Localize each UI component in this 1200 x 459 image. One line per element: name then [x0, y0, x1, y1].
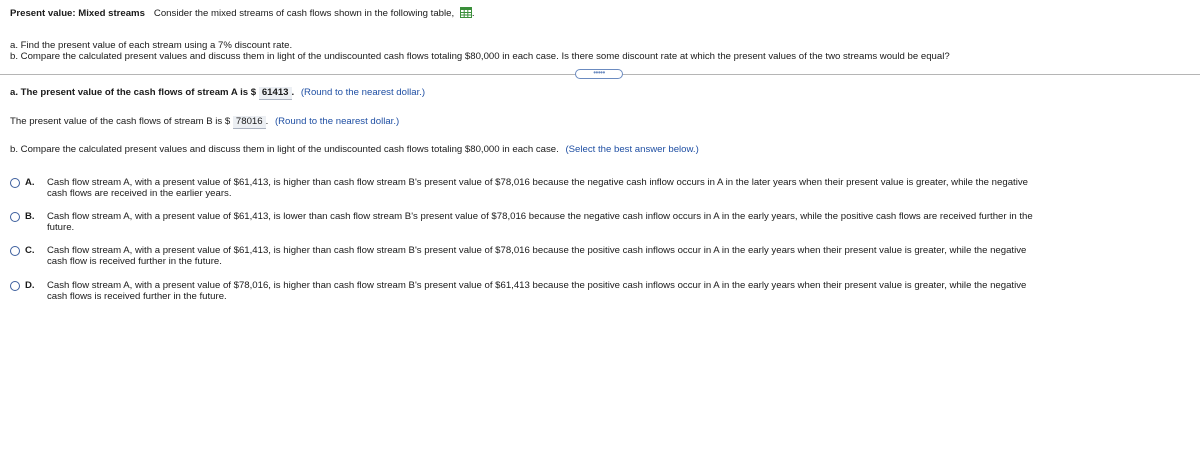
- stream-a-answer-line: [10, 87, 425, 100]
- option-b-line-2: future.: [47, 222, 75, 233]
- stream-b-suffix: .: [265, 116, 269, 127]
- stream-b-answer-field[interactable]: 78016: [233, 116, 266, 129]
- table-grid-icon[interactable]: [460, 7, 472, 18]
- option-a-radio[interactable]: [10, 178, 20, 188]
- option-a-text: [47, 177, 1187, 199]
- stream-b-hint: (Round to the nearest dollar.): [274, 116, 400, 127]
- option-c-radio[interactable]: [10, 246, 20, 256]
- option-d-line-1: Cash flow stream A, with a present value of $78,016, is higher than cash flow stream B's present value of $61,413 because the positive cash inflows occur in A in the early years when their present value is greater, while the negative: [47, 280, 1027, 291]
- option-c-line-2: cash flow is received further in the future.: [47, 256, 222, 267]
- stream-b-answer-line: [10, 116, 399, 129]
- question-a: a. Find the present value of each stream using a 7% discount rate.: [10, 40, 293, 51]
- option-d-text: [47, 280, 1187, 302]
- stream-a-hint: (Round to the nearest dollar.): [300, 87, 426, 98]
- option-d-line-2: cash flows is received further in the future.: [47, 291, 227, 302]
- stream-b-prefix: The present value of the cash flows of stream B is $: [10, 116, 231, 127]
- stream-a-prefix: a. The present value of the cash flows of stream A is $: [10, 87, 257, 98]
- option-b-radio[interactable]: [10, 212, 20, 222]
- problem-prompt: Consider the mixed streams of cash flows shown in the following table,: [153, 8, 455, 20]
- expand-toggle-button[interactable]: •••••: [575, 69, 623, 79]
- option-b-text: [47, 211, 1187, 233]
- stream-a-answer-field[interactable]: 61413: [259, 87, 292, 100]
- option-d-letter: D.: [25, 280, 35, 291]
- question-b: b. Compare the calculated present values and discuss them in light of the undiscounted cash flows totaling $80,000 in each case. Is there some discount rate at which the present values of the two streams would be equal?: [10, 51, 950, 62]
- option-b-letter: B.: [25, 211, 35, 222]
- option-c-text: [47, 245, 1187, 267]
- option-d-radio[interactable]: [10, 281, 20, 291]
- stream-a-suffix: .: [291, 87, 295, 98]
- problem-header: [10, 8, 474, 19]
- part-b-question-line: [10, 144, 699, 155]
- option-a-letter: A.: [25, 177, 35, 188]
- option-b-line-1: Cash flow stream A, with a present value of $61,413, is lower than cash flow stream B's present value of $78,016 because the negative cash inflow occurs in A in the early years, while the positive cash flows are received further in the: [47, 211, 1033, 222]
- problem-title: Present value: Mixed streams: [10, 8, 145, 20]
- prompt-end: .: [471, 8, 475, 20]
- part-b-hint: (Select the best answer below.): [565, 144, 699, 155]
- option-a-line-1: Cash flow stream A, with a present value of $61,413, is higher than cash flow stream B's present value of $78,016 because the negative cash inflow occurs in A in the later years when their present value is greater, while the negative: [47, 177, 1028, 188]
- option-a-line-2: cash flows are received in the earlier years.: [47, 188, 232, 199]
- option-c-letter: C.: [25, 245, 35, 256]
- option-c-line-1: Cash flow stream A, with a present value of $61,413, is higher than cash flow stream B's present value of $78,016 because the positive cash inflows occur in A in the early years when their present value is greater, while the negative: [47, 245, 1027, 256]
- part-b-question: b. Compare the calculated present values and discuss them in light of the undiscounted cash flows totaling $80,000 in each case.: [10, 144, 559, 155]
